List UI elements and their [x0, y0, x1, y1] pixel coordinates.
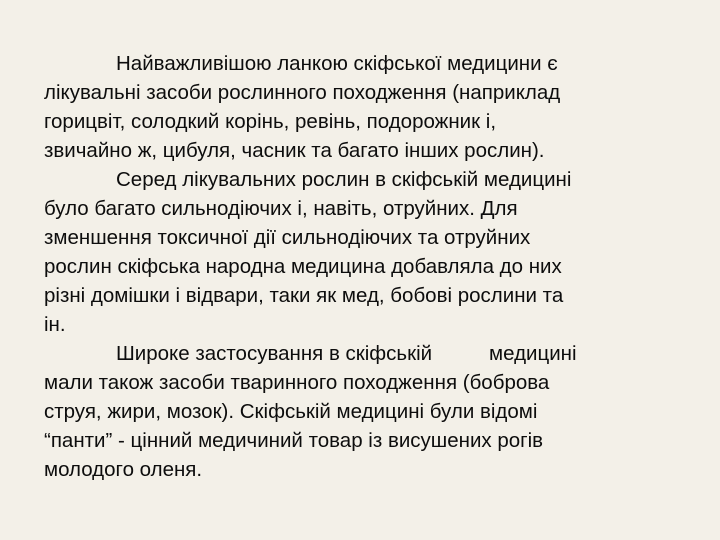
paragraph-1-line-3: горицвіт, солодкий корінь, ревінь, подорожник і,	[44, 110, 497, 133]
text-body	[44, 49, 664, 484]
paragraph-1-line-2: лікувальні засоби рослинного походження (наприклад	[44, 81, 561, 104]
paragraph-3-line-2: мали також засоби тваринного походження (боброва	[44, 371, 550, 394]
paragraph-3-line-4: “панти” - цінний медичиний товар із висушених рогів	[44, 429, 544, 452]
paragraph-2-line-1: Серед лікувальних рослин в скіфській медицині	[116, 168, 572, 191]
paragraph-2-line-6: ін.	[44, 313, 66, 336]
paragraph-2-line-5: різні домішки і відвари, таки як мед, бобові рослини та	[44, 284, 564, 307]
paragraph-2-line-3: зменшення токсичної дії сильнодіючих та отруйних	[44, 226, 531, 249]
paragraph-3-line-5: молодого оленя.	[44, 458, 203, 481]
paragraph-2-line-4: рослин скіфська народна медицина добавляла до них	[44, 255, 562, 278]
paragraph-3-line-1: Широке застосування в скіфській медицині	[116, 342, 577, 365]
paragraph-2-line-2: було багато сильнодіючих і, навіть, отруйних. Для	[44, 197, 518, 220]
paragraph-1-line-1: Найважливішою ланкою скіфської медицини є	[116, 52, 558, 75]
paragraph-3-line-3: струя, жири, мозок). Скіфській медицині були відомі	[44, 400, 538, 423]
paragraph-1-line-4: звичайно ж, цибуля, часник та багато інших рослин).	[44, 139, 545, 162]
